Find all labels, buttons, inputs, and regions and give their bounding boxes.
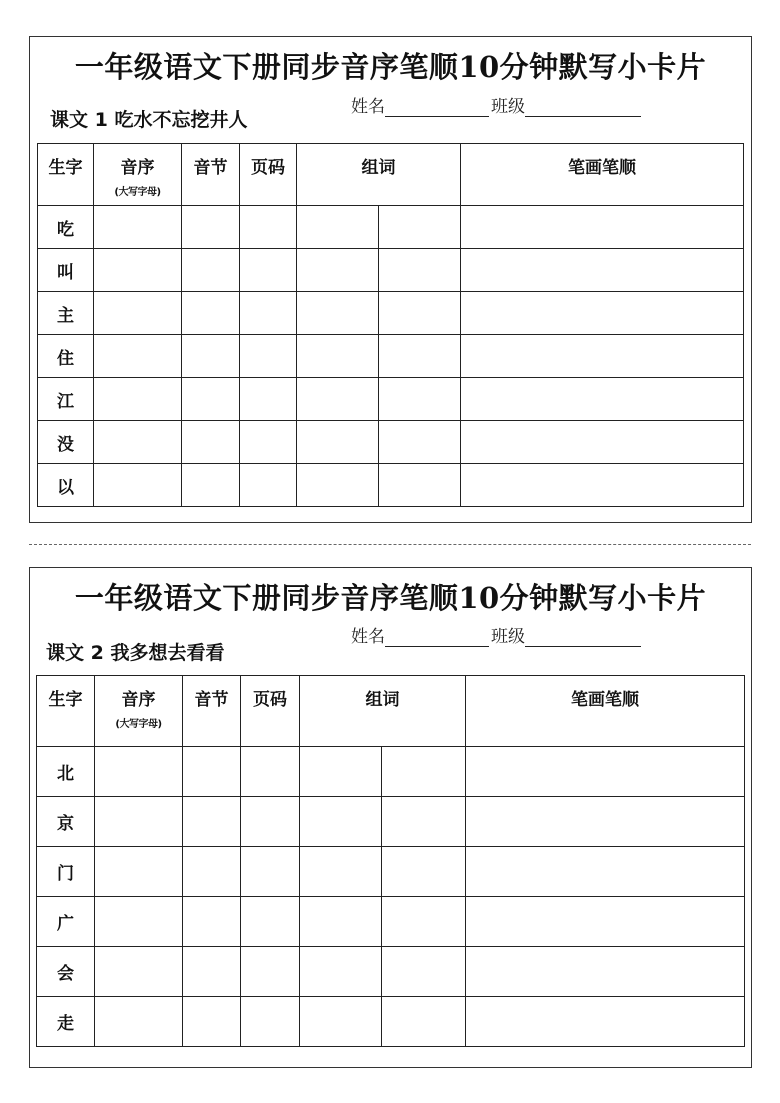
lesson-title: 课文 1 吃水不忘挖井人 <box>50 109 248 131</box>
order-cell[interactable] <box>95 797 183 847</box>
word-cell-1[interactable] <box>300 747 382 797</box>
page-cell[interactable] <box>241 847 300 897</box>
stroke-cell[interactable] <box>461 206 744 249</box>
header-syllable: 音节 <box>182 144 240 206</box>
page-cell[interactable] <box>240 249 297 292</box>
header-syllable: 音节 <box>183 676 241 747</box>
stroke-cell[interactable] <box>461 421 744 464</box>
table-row <box>37 797 745 847</box>
stroke-cell[interactable] <box>461 464 744 507</box>
word-cell-2[interactable] <box>379 292 461 335</box>
page-cell[interactable] <box>240 464 297 507</box>
page-cell[interactable] <box>240 421 297 464</box>
order-cell[interactable] <box>94 206 182 249</box>
word-cell-2[interactable] <box>379 421 461 464</box>
lesson-title: 课文 2 我多想去看看 <box>46 642 225 664</box>
char-cell: 叫 <box>38 249 94 292</box>
table-row <box>38 335 744 378</box>
syllable-cell[interactable] <box>182 464 240 507</box>
table-row <box>37 747 745 797</box>
word-cell-1[interactable] <box>297 464 379 507</box>
header-order-label: 音序 <box>121 690 156 710</box>
order-cell[interactable] <box>94 421 182 464</box>
word-cell-1[interactable] <box>300 897 382 947</box>
stroke-cell[interactable] <box>466 947 745 997</box>
page-cell[interactable] <box>240 292 297 335</box>
word-cell-1[interactable] <box>297 249 379 292</box>
student-info <box>351 92 641 117</box>
word-cell-1[interactable] <box>297 292 379 335</box>
char-cell: 会 <box>37 947 95 997</box>
char-cell: 门 <box>37 847 95 897</box>
syllable-cell[interactable] <box>182 292 240 335</box>
char-cell: 走 <box>37 997 95 1047</box>
table-row <box>38 378 744 421</box>
stroke-cell[interactable] <box>461 292 744 335</box>
word-cell-1[interactable] <box>300 997 382 1047</box>
class-blank[interactable] <box>525 98 641 117</box>
header-order <box>94 144 182 206</box>
char-cell: 主 <box>38 292 94 335</box>
page-cell[interactable] <box>241 997 300 1047</box>
order-cell[interactable] <box>94 335 182 378</box>
table-row <box>37 947 745 997</box>
word-cell-1[interactable] <box>297 335 379 378</box>
card-title: 一年级语文下册同步音序笔顺10分钟默写小卡片 <box>74 50 707 84</box>
table-row <box>38 292 744 335</box>
table-row <box>37 847 745 897</box>
syllable-cell[interactable] <box>182 335 240 378</box>
page-cell[interactable] <box>241 897 300 947</box>
student-info <box>351 622 641 647</box>
name-blank[interactable] <box>385 628 489 647</box>
table-row <box>38 421 744 464</box>
char-cell: 北 <box>37 747 95 797</box>
word-cell-2[interactable] <box>379 249 461 292</box>
char-cell: 住 <box>38 335 94 378</box>
table-row <box>37 897 745 947</box>
syllable-cell[interactable] <box>183 747 241 797</box>
header-words: 组词 <box>300 676 466 747</box>
dictation-table <box>37 143 744 507</box>
class-label: 班级 <box>491 97 525 117</box>
word-cell-1[interactable] <box>297 421 379 464</box>
word-cell-2[interactable] <box>379 464 461 507</box>
dictation-card-1 <box>29 36 752 523</box>
header-order-note: (大写字母) <box>115 719 162 730</box>
header-page: 页码 <box>240 144 297 206</box>
char-cell: 京 <box>37 797 95 847</box>
order-cell[interactable] <box>94 249 182 292</box>
table-row <box>38 206 744 249</box>
order-cell[interactable] <box>94 292 182 335</box>
char-cell: 以 <box>38 464 94 507</box>
header-order <box>95 676 183 747</box>
header-order-label: 音序 <box>120 158 155 178</box>
header-strokes: 笔画笔顺 <box>461 144 744 206</box>
order-cell[interactable] <box>94 464 182 507</box>
stroke-cell[interactable] <box>461 378 744 421</box>
name-label: 姓名 <box>351 627 385 647</box>
order-cell[interactable] <box>94 378 182 421</box>
stroke-cell[interactable] <box>466 847 745 897</box>
page-cell[interactable] <box>240 378 297 421</box>
header-char: 生字 <box>37 676 95 747</box>
dictation-card-2 <box>29 567 752 1068</box>
syllable-cell[interactable] <box>183 847 241 897</box>
table-row <box>38 464 744 507</box>
word-cell-2[interactable] <box>382 997 466 1047</box>
stroke-cell[interactable] <box>466 897 745 947</box>
syllable-cell[interactable] <box>183 797 241 847</box>
name-label: 姓名 <box>351 97 385 117</box>
word-cell-2[interactable] <box>382 897 466 947</box>
dictation-table <box>36 675 745 1047</box>
order-cell[interactable] <box>95 897 183 947</box>
stroke-cell[interactable] <box>461 335 744 378</box>
syllable-cell[interactable] <box>183 897 241 947</box>
word-cell-2[interactable] <box>382 747 466 797</box>
stroke-cell[interactable] <box>461 249 744 292</box>
header-char: 生字 <box>38 144 94 206</box>
page-cell[interactable] <box>241 947 300 997</box>
header-words: 组词 <box>297 144 461 206</box>
header-order-note: (大写字母) <box>114 187 161 198</box>
order-cell[interactable] <box>95 847 183 897</box>
char-cell: 没 <box>38 421 94 464</box>
word-cell-2[interactable] <box>379 335 461 378</box>
page-cell[interactable] <box>240 206 297 249</box>
order-cell[interactable] <box>95 947 183 997</box>
word-cell-2[interactable] <box>382 947 466 997</box>
stroke-cell[interactable] <box>466 797 745 847</box>
word-cell-2[interactable] <box>379 378 461 421</box>
word-cell-1[interactable] <box>300 947 382 997</box>
table-row <box>38 249 744 292</box>
page-cell[interactable] <box>241 797 300 847</box>
header-page: 页码 <box>241 676 300 747</box>
page-cell[interactable] <box>241 747 300 797</box>
word-cell-2[interactable] <box>379 206 461 249</box>
char-cell: 吃 <box>38 206 94 249</box>
card-title: 一年级语文下册同步音序笔顺10分钟默写小卡片 <box>74 581 707 615</box>
name-blank[interactable] <box>385 98 489 117</box>
order-cell[interactable] <box>95 747 183 797</box>
word-cell-1[interactable] <box>300 847 382 897</box>
table-row <box>37 997 745 1047</box>
syllable-cell[interactable] <box>182 206 240 249</box>
word-cell-2[interactable] <box>382 797 466 847</box>
syllable-cell[interactable] <box>182 378 240 421</box>
syllable-cell[interactable] <box>183 997 241 1047</box>
word-cell-1[interactable] <box>300 797 382 847</box>
word-cell-2[interactable] <box>382 847 466 897</box>
stroke-cell[interactable] <box>466 997 745 1047</box>
class-label: 班级 <box>491 627 525 647</box>
class-blank[interactable] <box>525 628 641 647</box>
word-cell-1[interactable] <box>297 378 379 421</box>
char-cell: 江 <box>38 378 94 421</box>
cut-line-divider <box>29 544 751 545</box>
char-cell: 广 <box>37 897 95 947</box>
order-cell[interactable] <box>95 997 183 1047</box>
syllable-cell[interactable] <box>182 249 240 292</box>
syllable-cell[interactable] <box>182 421 240 464</box>
word-cell-1[interactable] <box>297 206 379 249</box>
syllable-cell[interactable] <box>183 947 241 997</box>
page-cell[interactable] <box>240 335 297 378</box>
stroke-cell[interactable] <box>466 747 745 797</box>
header-strokes: 笔画笔顺 <box>466 676 745 747</box>
